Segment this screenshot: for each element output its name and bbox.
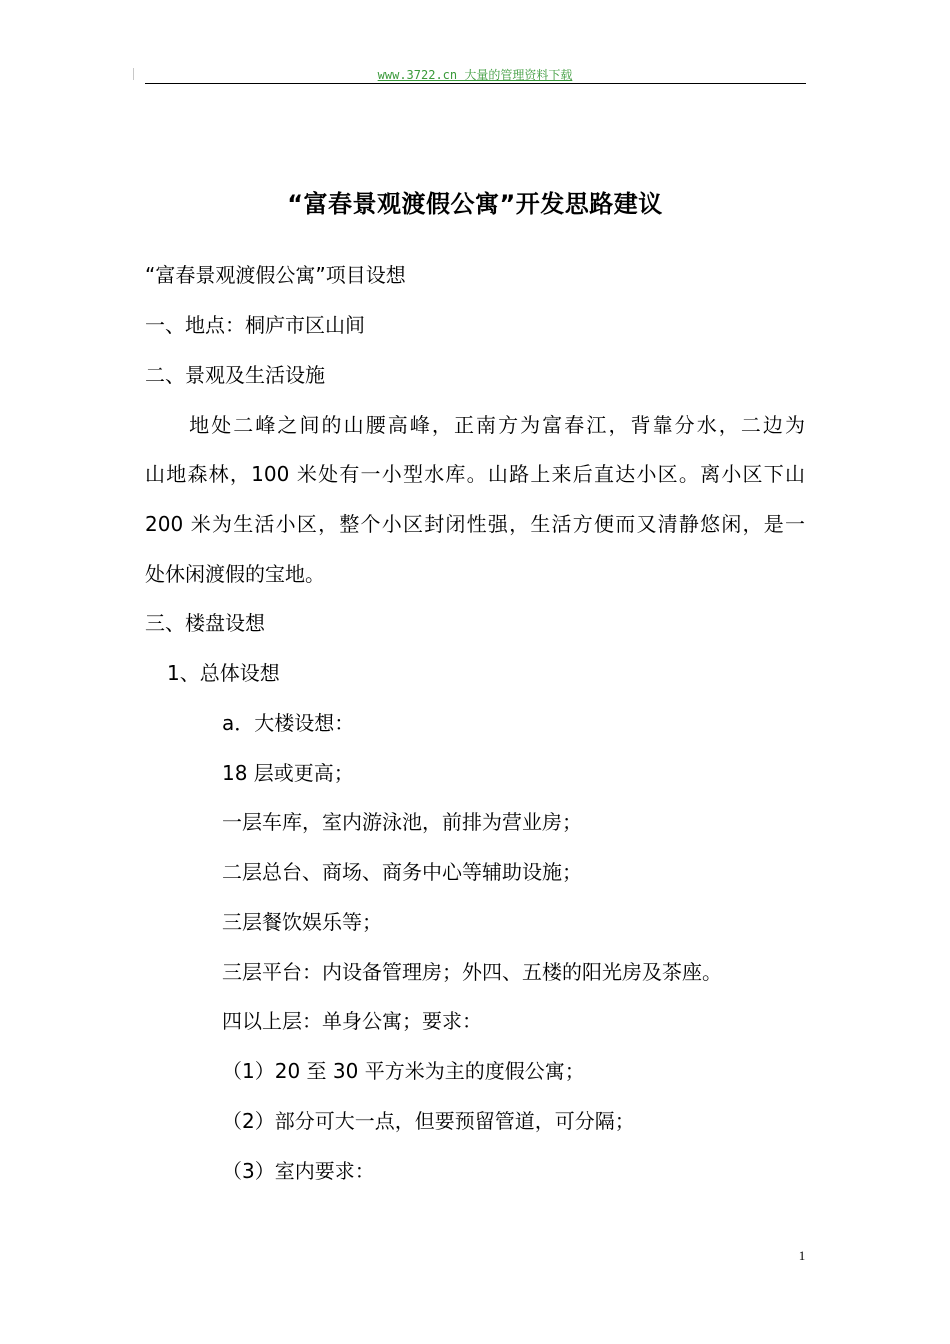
section-location: 一、地点：桐庐市区山间 xyxy=(145,313,365,337)
floor-2: 二层总台、商场、商务中心等辅助设施； xyxy=(222,860,582,884)
floors-total: 18 层或更高； xyxy=(222,761,354,785)
floor-4-up: 四以上层：单身公寓；要求： xyxy=(222,1009,482,1033)
landscape-paragraph-line-1: 地处二峰之间的山腰高峰，正南方为富春江，背靠分水，二边为 xyxy=(145,413,805,437)
section-landscape: 二、景观及生活设施 xyxy=(145,363,325,387)
requirement-2: （2）部分可大一点，但要预留管道，可分隔； xyxy=(222,1109,635,1133)
header-link[interactable]: www.3722.cn 大量的管理资料下载 xyxy=(377,68,573,82)
floor-1: 一层车库，室内游泳池，前排为营业房； xyxy=(222,810,582,834)
floor-3: 三层餐饮娱乐等； xyxy=(222,910,382,934)
header-margin-mark xyxy=(133,68,134,80)
floor-3-platform: 三层平台：内设备管理房；外四、五楼的阳光房及茶座。 xyxy=(222,960,722,984)
requirement-3: （3）室内要求： xyxy=(222,1159,375,1183)
landscape-paragraph-line-4: 处休闲渡假的宝地。 xyxy=(145,562,325,586)
item-building-concept: a．大楼设想： xyxy=(222,711,355,735)
landscape-paragraph-line-2: 山地森林，100 米处有一小型水库。山路上来后直达小区。离小区下山 xyxy=(145,462,805,486)
landscape-paragraph-line-3: 200 米为生活小区，整个小区封闭性强，生活方便而又清静悠闲，是一 xyxy=(145,512,805,536)
section-building: 三、楼盘设想 xyxy=(145,611,265,635)
document-title: “富春景观渡假公寓”开发思路建议 xyxy=(287,190,663,218)
requirement-1: （1）20 至 30 平方米为主的度假公寓； xyxy=(222,1059,585,1083)
page-number: 1 xyxy=(798,1248,806,1263)
project-subtitle: “富春景观渡假公寓”项目设想 xyxy=(145,263,406,287)
subsection-overall: 1、总体设想 xyxy=(167,661,280,685)
header-divider xyxy=(145,83,806,84)
